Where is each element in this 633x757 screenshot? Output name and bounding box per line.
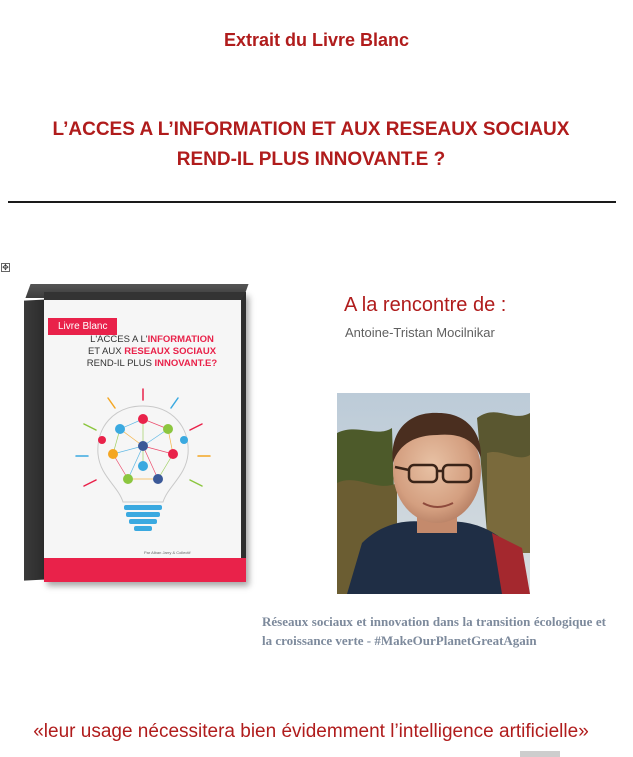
book-bottom-band <box>44 558 246 582</box>
page-title-line-2: REND-IL PLUS INNOVANT.E ? <box>176 149 446 170</box>
cover-text-accent: RESEAUX SOCIAUX <box>124 346 217 357</box>
cover-text: L'ACCES A L' <box>90 334 148 345</box>
pull-quote: «leur usage nécessitera bien évidemment l’intelligence artificielle» <box>33 721 589 742</box>
cover-text: ET AUX <box>87 346 125 357</box>
book-label: Livre Blanc <box>48 318 117 335</box>
horizontal-scrollbar-thumb[interactable] <box>520 751 560 757</box>
book-cover-image <box>24 282 249 590</box>
lightbulb-network-icon <box>68 384 218 544</box>
portrait-image <box>337 393 530 594</box>
page-title <box>0 115 622 175</box>
table-move-handle-icon[interactable]: ✥ <box>2 263 9 272</box>
extrait-heading: Extrait du Livre Blanc <box>223 30 410 50</box>
photo-caption: Réseaux sociaux et innovation dans la transition écologique et la croissance verte - #MakeOurPlanetGreatAgain <box>262 614 606 648</box>
interview-heading: A la rencontre de : <box>344 294 507 316</box>
book-cover-title <box>62 334 242 370</box>
cover-text-accent: INNOVANT.E? <box>154 358 218 369</box>
cover-text: REND-IL PLUS <box>86 358 155 369</box>
horizontal-divider <box>8 201 616 203</box>
page-title-line-1: L’ACCES A L’INFORMATION ET AUX RESEAUX SOCIAUX <box>52 119 570 140</box>
author-name: Antoine-Tristan Mocilnikar <box>345 325 495 340</box>
book-credits: Par Alban Jarry & Collectif <box>144 550 191 555</box>
cover-text-accent: INFORMATION <box>147 334 214 345</box>
author-photo <box>337 393 530 594</box>
